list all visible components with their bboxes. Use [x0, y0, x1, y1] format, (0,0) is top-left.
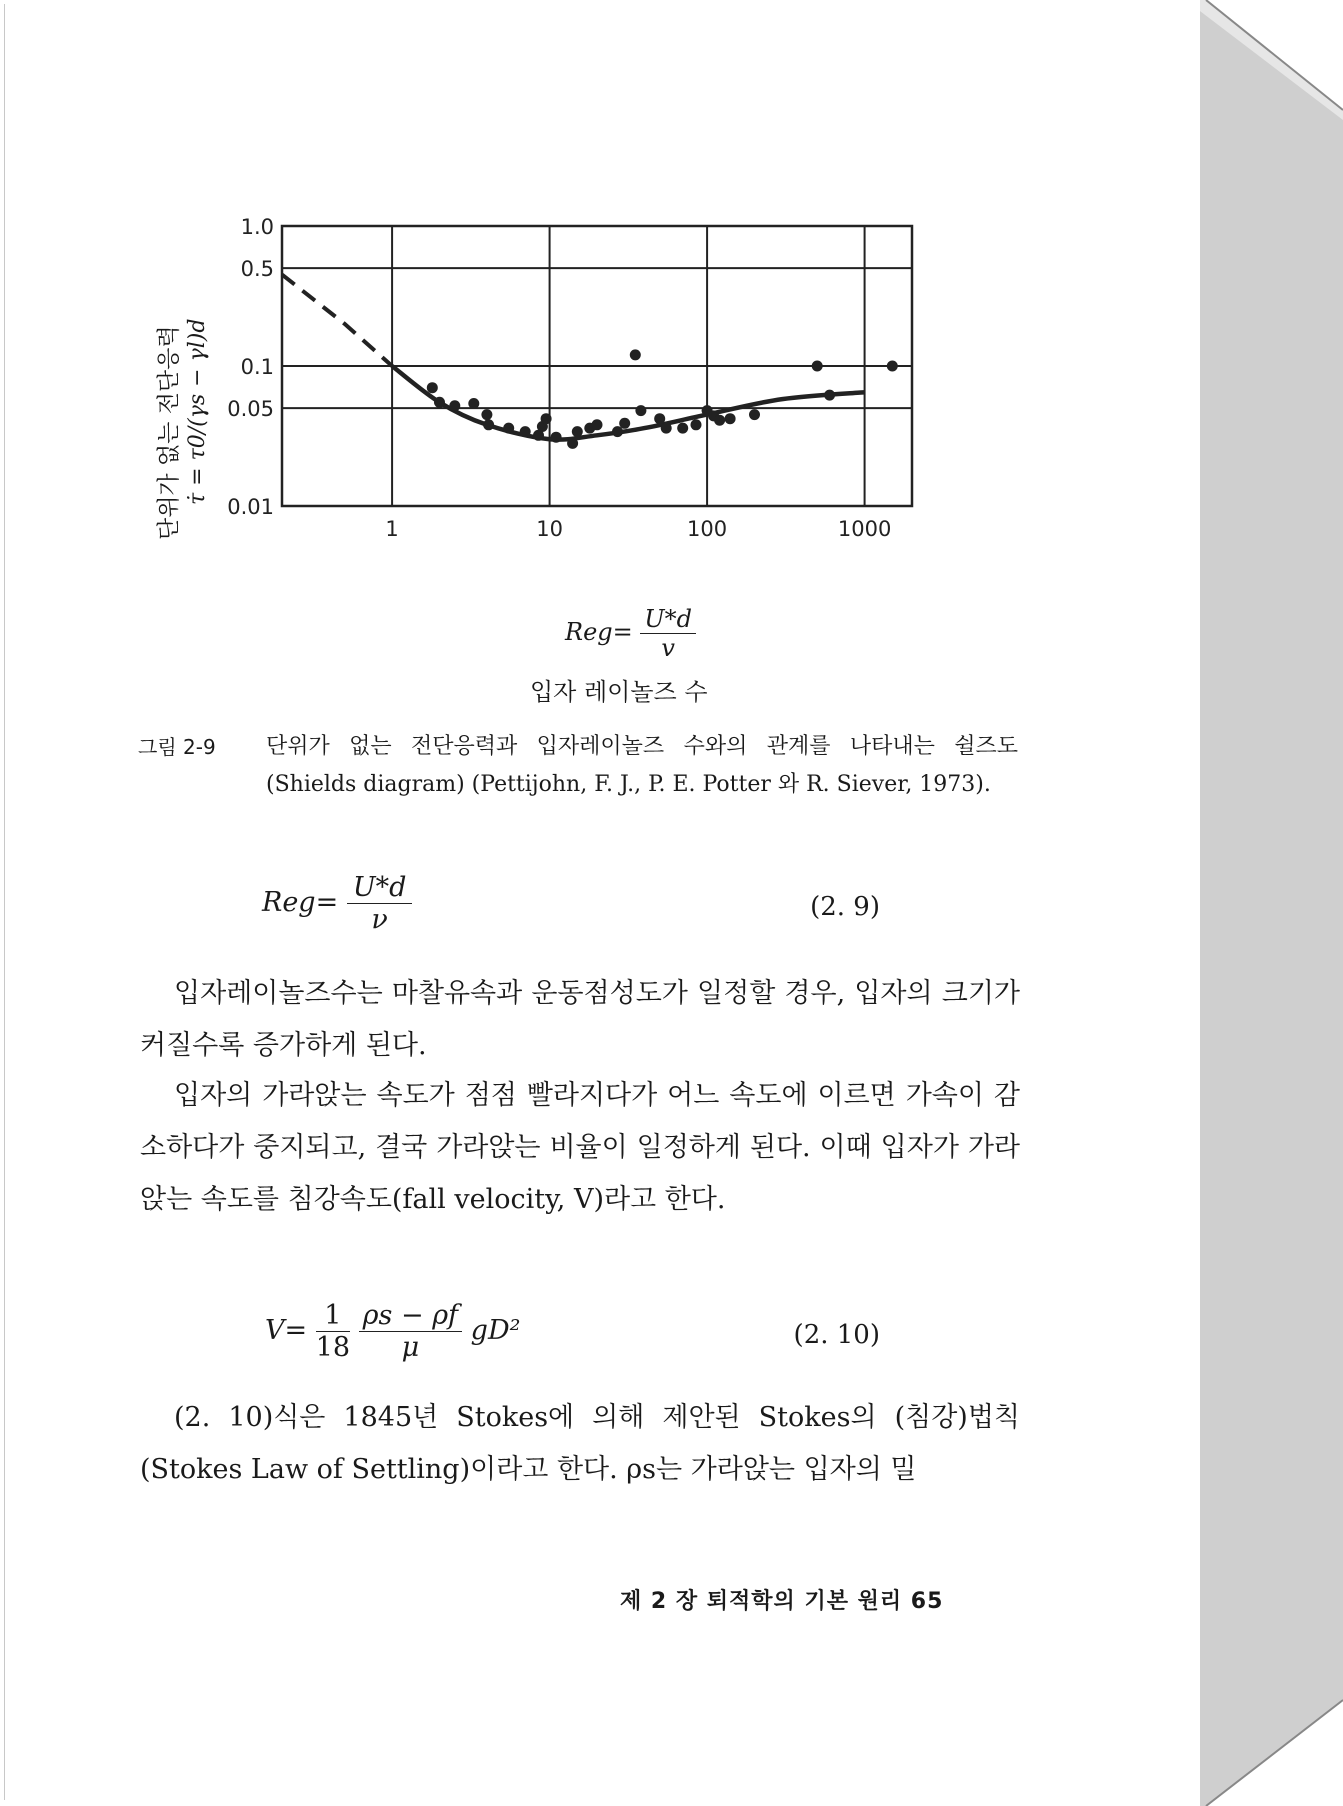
- data-point: [635, 405, 646, 416]
- x-axis-label: 입자 레이놀즈 수: [530, 678, 708, 706]
- reynolds-eq-denominator: v: [661, 634, 675, 662]
- data-point: [449, 400, 460, 411]
- eq-2-10-frac-num: ρs − ρf: [359, 1300, 462, 1332]
- data-point: [630, 349, 641, 360]
- data-point: [661, 423, 672, 434]
- eq-2-10-fraction: [359, 1300, 462, 1363]
- equation-2-10-number: (2. 10): [793, 1320, 880, 1350]
- book-page-edge: [1196, 0, 1343, 1806]
- caption-text: 단위가 없는 전단응력과 입자레이놀즈 수와의 관계를 나타내는 쉴즈도(Shields diagram) (Pettijohn, F. J., P. E. Potter 와 R. Siever, 1973).: [266, 734, 1018, 797]
- data-point: [725, 413, 736, 424]
- x-tick-label: 100: [687, 517, 728, 541]
- data-point: [572, 426, 583, 437]
- y-tick-label: 0.05: [227, 397, 274, 422]
- y-tick-label: 1.0: [240, 215, 274, 239]
- paragraph-2: 입자의 가라앉는 속도가 점점 빨라지다가 어느 속도에 이르면 가속이 감소하다가 중지되고, 결국 가라앉는 비율이 일정하게 된다. 이때 입자가 가라앉는 속도를 침강속도(fall velocity, V)라고 한다.: [140, 1080, 1020, 1215]
- data-point: [592, 419, 603, 430]
- equation-2-10: [265, 1300, 520, 1363]
- curve-dashed-segment: [282, 275, 392, 366]
- reynolds-eq-fraction: [640, 605, 696, 662]
- paragraph-3: (2. 10)식은 1845년 Stokes에 의해 제안된 Stokes의 (침강)법칙(Stokes Law of Settling)이라고 한다. ρs는 가라앉는 입자의 밀: [140, 1402, 1020, 1485]
- eq-2-10-lhs: V=: [265, 1315, 308, 1346]
- equation-2-9: [262, 872, 412, 935]
- page-footer: 제 2 장 퇴적학의 기본 원리 65: [620, 1589, 944, 1614]
- data-point: [567, 438, 578, 449]
- reynolds-equation: [565, 605, 696, 662]
- x-tick-label: 10: [536, 517, 563, 541]
- eq-2-10-coef-den: 18: [315, 1332, 351, 1363]
- data-point: [551, 432, 562, 443]
- data-point: [677, 423, 688, 434]
- data-point: [887, 361, 898, 372]
- equation-2-9-number: (2. 9): [810, 892, 880, 922]
- data-point: [520, 426, 531, 437]
- chart-curve: [282, 275, 865, 440]
- reynolds-eq-numerator: U*d: [640, 605, 696, 634]
- data-point: [434, 397, 445, 408]
- data-point: [812, 361, 823, 372]
- data-point: [483, 419, 494, 430]
- data-point: [654, 413, 665, 424]
- data-point: [691, 419, 702, 430]
- figure-caption: [138, 728, 1018, 804]
- data-point: [481, 409, 492, 420]
- reynolds-eq-lhs: Reg=: [565, 618, 633, 646]
- eq-2-10-coef-num: 1: [316, 1300, 350, 1332]
- eq-2-10-coefficient: [316, 1300, 350, 1363]
- data-point: [541, 413, 552, 424]
- data-point: [749, 409, 760, 420]
- y-axis-label-korean: 단위가 없는 전단응력: [156, 325, 182, 540]
- eq-2-9-lhs: Reg=: [262, 887, 339, 918]
- caption-number: 그림 2-9: [138, 735, 216, 759]
- y-axis-label-formula: τ̇ = τ0/(γs − γl)d: [185, 318, 210, 505]
- shields-diagram-chart: [200, 200, 1120, 620]
- data-point: [824, 390, 835, 401]
- x-tick-label: 1: [385, 517, 399, 541]
- paragraph-1: 입자레이놀즈수는 마찰유속과 운동점성도가 일정할 경우, 입자의 크기가 커질수록 증가하게 된다.: [140, 978, 1020, 1061]
- eq-2-10-tail: gD²: [470, 1315, 521, 1346]
- data-point: [468, 398, 479, 409]
- y-tick-label: 0.01: [227, 495, 274, 519]
- page-border: [4, 4, 5, 1800]
- chart-ticks: [227, 215, 891, 541]
- eq-2-9-denominator: ν: [371, 904, 388, 935]
- data-point: [714, 415, 725, 426]
- chart-points: [427, 349, 898, 449]
- eq-2-9-numerator: U*d: [347, 872, 413, 904]
- data-point: [619, 418, 630, 429]
- data-point: [427, 382, 438, 393]
- x-tick-label: 1000: [837, 517, 892, 541]
- eq-2-10-frac-den: μ: [401, 1332, 420, 1363]
- eq-2-9-fraction: [347, 872, 413, 935]
- y-tick-label: 0.5: [240, 257, 274, 282]
- data-point: [612, 426, 623, 437]
- curve-solid-segment: [392, 366, 865, 440]
- y-tick-label: 0.1: [240, 355, 274, 379]
- data-point: [503, 423, 514, 434]
